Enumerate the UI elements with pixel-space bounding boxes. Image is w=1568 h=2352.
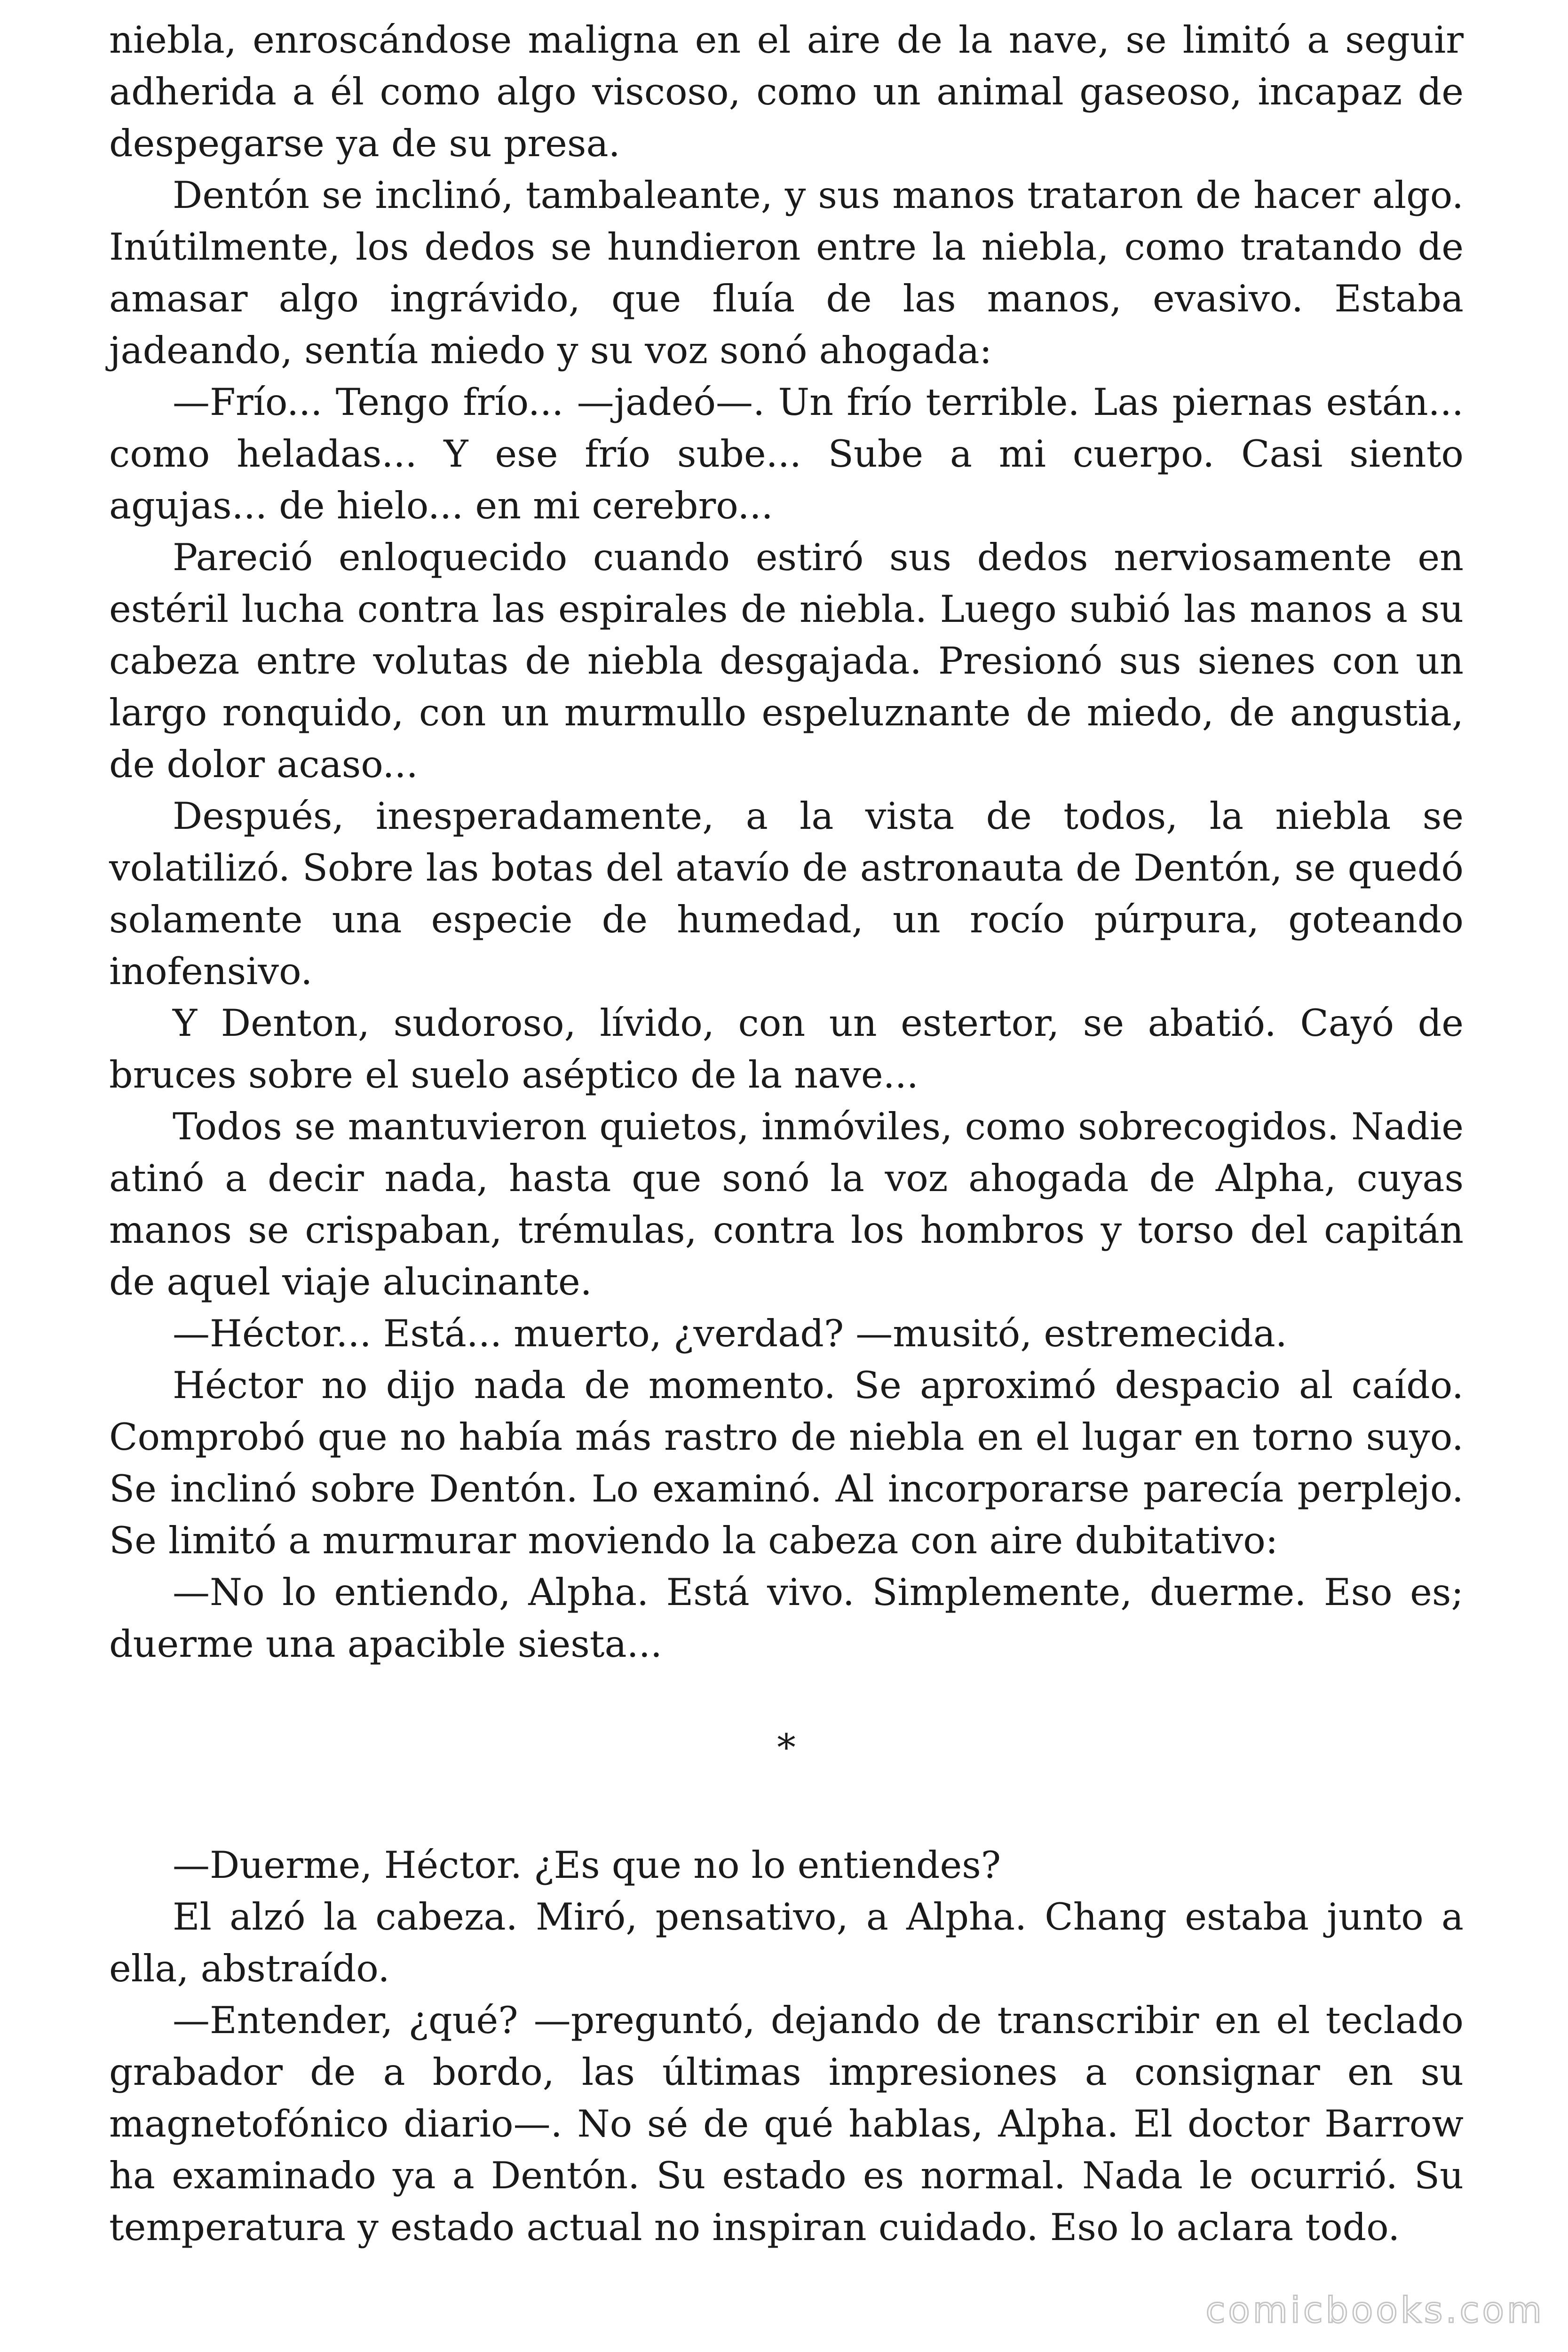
paragraph-8: —Héctor... Está... muerto, ¿verdad? —musitó, estremecida. — [173, 1312, 1287, 1355]
paragraph-4: Pareció enloquecido cuando estiró sus dedos nerviosamente en estéril lucha contra las espirales de niebla. Luego subió las manos a su cabeza entre volutas de niebla desgajada. Presionó sus sienes con un largo ronquido, con un murmullo espeluznante de miedo, de angustia, de dolor acaso... — [109, 536, 1464, 786]
watermark-logo: comicbooks.com — [1205, 2289, 1544, 2331]
paragraph-3: —Frío... Tengo frío... —jadeó—. Un frío terrible. Las piernas están... como heladas... Y ese frío sube... Sube a mi cuerpo. Casi siento agujas... de hielo... en mi cerebro... — [109, 381, 1464, 527]
paragraph-13: —Entender, ¿qué? —preguntó, dejando de transcribir en el teclado grabador de a bordo, las últimas impresiones a consignar en su magnetofónico diario—. No sé de qué hablas, Alpha. El doctor Barrow ha examinado ya a Dentón. Su estado es normal. Nada le ocurrió. Su temperatura y estado actual no inspiran cuidado. Eso lo aclara todo. — [109, 1999, 1464, 2249]
book-page — [109, 14, 1464, 2253]
paragraph-6: Y Denton, sudoroso, lívido, con un estertor, se abatió. Cayó de bruces sobre el suelo aséptico de la nave... — [109, 1001, 1464, 1097]
paragraph-10: —No lo entiendo, Alpha. Está vivo. Simplemente, duerme. Eso es; duerme una apacible siesta... — [109, 1571, 1464, 1666]
paragraph-12: El alzó la cabeza. Miró, pensativo, a Alpha. Chang estaba junto a ella, abstraído. — [109, 1895, 1464, 1990]
paragraph-5: Después, inesperadamente, a la vista de todos, la niebla se volatilizó. Sobre las botas del atavío de astronauta de Dentón, se quedó solamente una especie de humedad, un rocío púrpura, goteando inofensivo. — [109, 795, 1464, 993]
paragraph-9: Héctor no dijo nada de momento. Se aproximó despacio al caído. Comprobó que no había más rastro de niebla en el lugar en torno suyo. Se inclinó sobre Dentón. Lo examinó. Al incorporarse parecía perplejo. Se limitó a murmurar moviendo la cabeza con aire dubitativo: — [109, 1364, 1464, 1562]
paragraph-1: niebla, enroscándose maligna en el aire de la nave, se limitó a seguir adherida a él como algo viscoso, como un animal gaseoso, incapaz de despegarse ya de su presa. — [109, 18, 1464, 165]
paragraph-2: Dentón se inclinó, tambaleante, y sus manos trataron de hacer algo. Inútilmente, los dedos se hundieron entre la niebla, como tratando de amasar algo ingrávido, que fluía de las manos, evasivo. Estaba jadeando, sentía miedo y su voz sonó ahogada: — [109, 174, 1464, 372]
section-separator: * — [777, 1726, 796, 1769]
paragraph-7: Todos se mantuvieron quietos, inmóviles, como sobrecogidos. Nadie atinó a decir nada, hasta que sonó la voz ahogada de Alpha, cuyas manos se crispaban, trémulas, contra los hombros y torso del capitán de aquel viaje alucinante. — [109, 1105, 1464, 1303]
paragraph-11: —Duerme, Héctor. ¿Es que no lo entiendes? — [173, 1843, 1001, 1887]
